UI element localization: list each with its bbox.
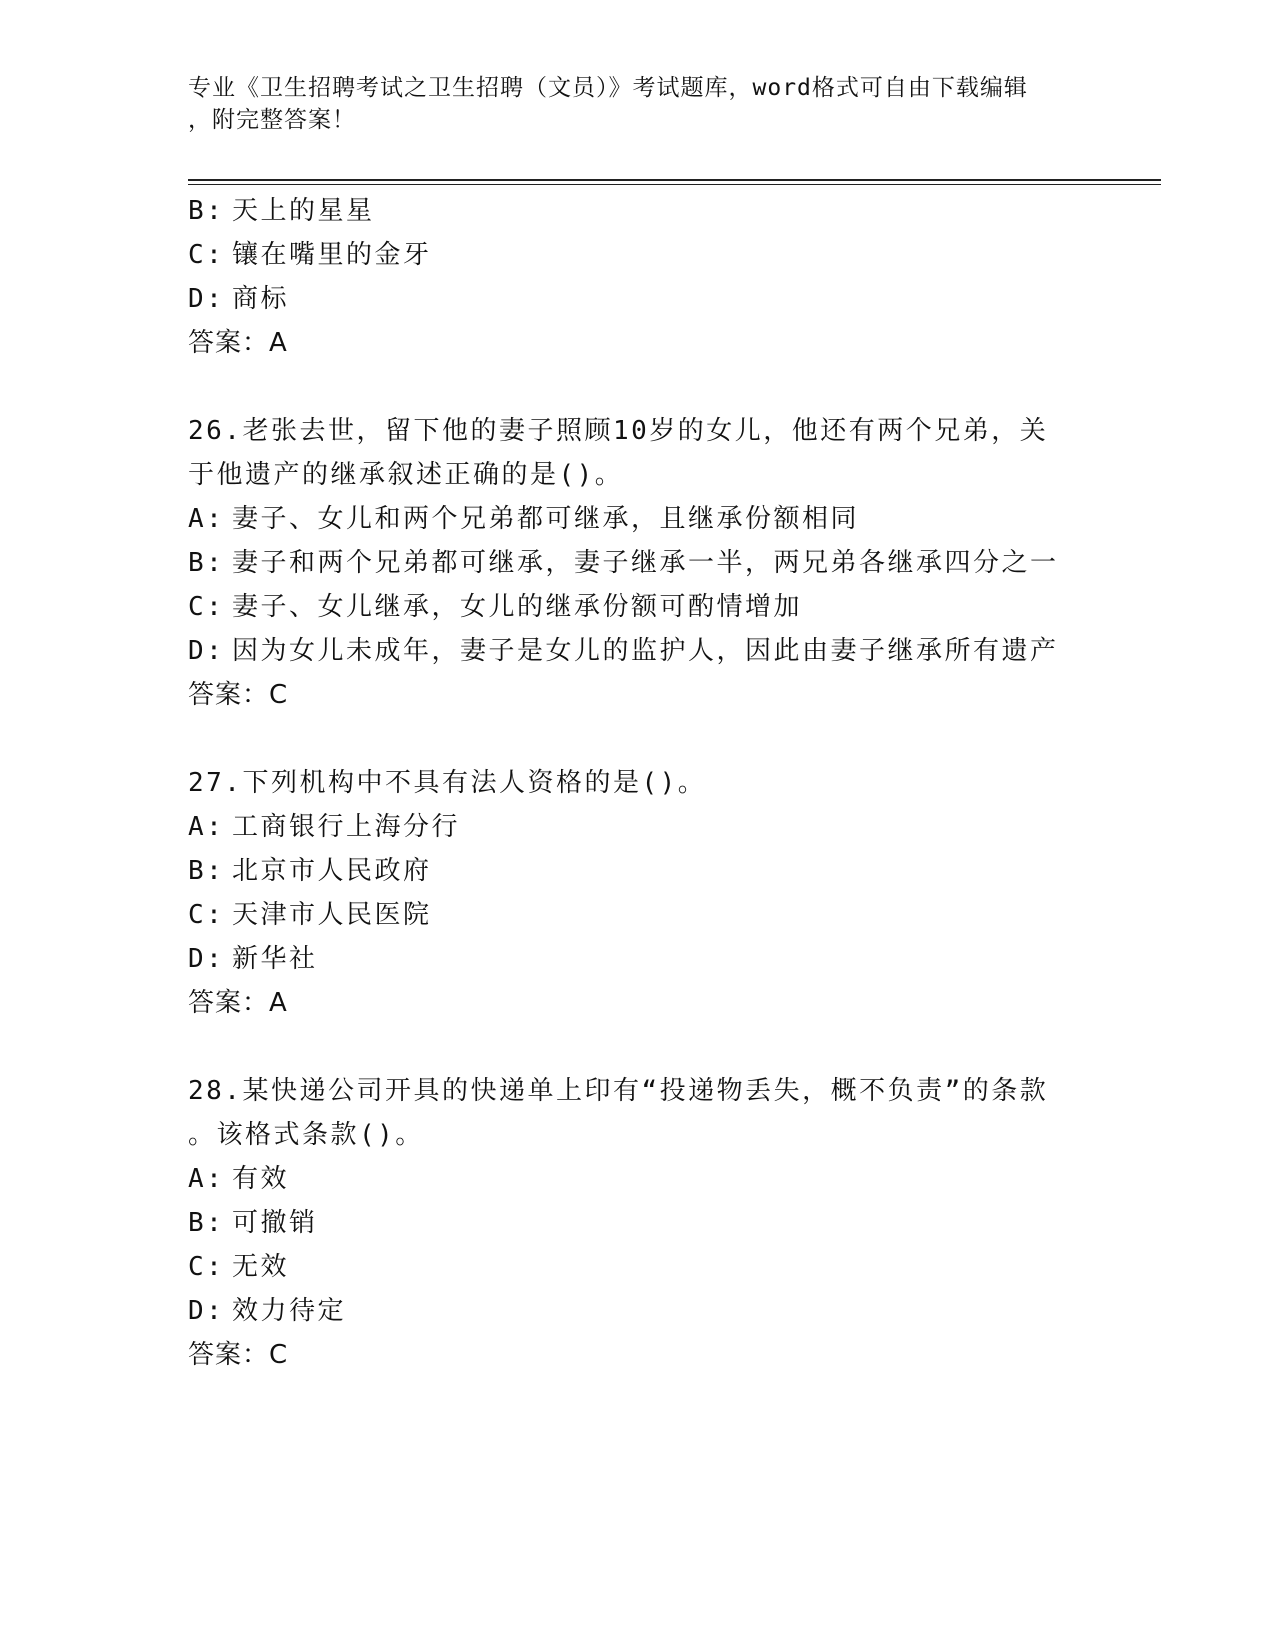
q26-stem-line1: 26.老张去世，留下他的妻子照顾10岁的女儿，他还有两个兄弟，关	[188, 416, 1049, 446]
q28-stem-line1: 28.某快递公司开具的快递单上印有“投递物丢失，概不负责”的条款	[188, 1076, 1049, 1106]
q26-option-a: A: 妻子、女儿和两个兄弟都可继承，且继承份额相同	[188, 504, 860, 534]
q26-option-b: B: 妻子和两个兄弟都可继承，妻子继承一半，两兄弟各继承四分之一	[188, 548, 1059, 578]
q27-stem-line1: 27.下列机构中不具有法人资格的是()。	[188, 768, 707, 798]
q28-option-c: C: 无效	[188, 1252, 290, 1282]
q26-answer: 答案：C	[188, 680, 289, 710]
q25-option-b: B: 天上的星星	[188, 196, 375, 226]
q28-option-d: D: 效力待定	[188, 1296, 347, 1326]
q28-answer: 答案：C	[188, 1340, 289, 1370]
q25-option-d: D: 商标	[188, 284, 290, 314]
header-rule-thin	[188, 184, 1161, 185]
q26-stem-line2: 于他遗产的继承叙述正确的是()。	[188, 460, 624, 490]
q28-stem-line2: 。该格式条款()。	[188, 1120, 424, 1150]
q28-option-a: A: 有效	[188, 1164, 290, 1194]
q27-option-b: B: 北京市人民政府	[188, 856, 432, 886]
q26-option-d: D: 因为女儿未成年，妻子是女儿的监护人，因此由妻子继承所有遗产	[188, 636, 1059, 666]
q27-option-d: D: 新华社	[188, 944, 318, 974]
q25-option-c: C: 镶在嘴里的金牙	[188, 240, 432, 270]
q27-option-c: C: 天津市人民医院	[188, 900, 432, 930]
q28-option-b: B: 可撤销	[188, 1208, 318, 1238]
q26-option-c: C: 妻子、女儿继承，女儿的继承份额可酌情增加	[188, 592, 803, 622]
header-rule-thick	[188, 179, 1161, 181]
q27-answer: 答案：A	[188, 988, 288, 1018]
document-header: 专业《卫生招聘考试之卫生招聘（文员）》考试题库，word格式可自由下载编辑 ，附完整答案！	[188, 75, 1028, 133]
q27-option-a: A: 工商银行上海分行	[188, 812, 461, 842]
q25-answer: 答案：A	[188, 328, 288, 358]
